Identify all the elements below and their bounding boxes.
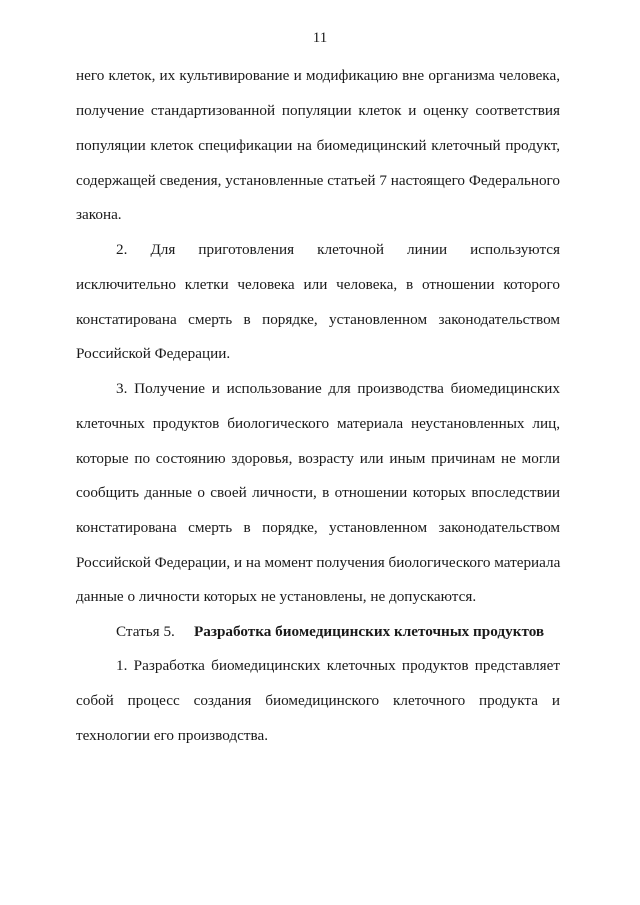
- text-line: клеточных продуктов биологического материала неустановленных лиц,: [76, 415, 560, 432]
- text-line: сообщить данные о своей личности, в отношении которых впоследствии: [76, 484, 560, 501]
- text-line: него клеток, их культивирование и модификацию вне организма человека,: [76, 67, 560, 84]
- text-line: собой процесс создания биомедицинского клеточного продукта и: [76, 692, 560, 709]
- page-number: 11: [312, 30, 328, 46]
- text-line: Российской Федерации, и на момент получения биологического материала: [76, 554, 561, 571]
- text-line: 3. Получение и использование для производства биомедицинских: [116, 380, 560, 397]
- text-line: 1. Разработка биомедицинских клеточных продуктов представляет: [116, 657, 560, 674]
- article-title: Разработка биомедицинских клеточных продуктов: [194, 623, 545, 640]
- text-line: закона.: [76, 206, 122, 223]
- text-line: исключительно клетки человека или человека, в отношении которого: [76, 276, 560, 293]
- text-line: данные о личности которых не установлены, не допускаются.: [76, 588, 477, 605]
- text-line: 2. Для приготовления клеточной линии используются: [116, 241, 560, 258]
- text-line: Российской Федерации.: [76, 345, 231, 362]
- text-line: технологии его производства.: [76, 727, 269, 744]
- text-line: которые по состоянию здоровья, возрасту или иным причинам не могли: [76, 450, 560, 467]
- text-line: получение стандартизованной популяции клеток и оценку соответствия: [76, 102, 560, 119]
- text-line: популяции клеток спецификации на биомедицинский клеточный продукт,: [76, 137, 560, 154]
- article-heading: [116, 622, 544, 642]
- text-line: содержащей сведения, установленные статьей 7 настоящего Федерального: [76, 172, 560, 189]
- text-line: констатирована смерть в порядке, установленном законодательством: [76, 311, 560, 328]
- text-line: констатирована смерть в порядке, установленном законодательством: [76, 519, 560, 536]
- article-number: Статья 5.: [116, 623, 175, 640]
